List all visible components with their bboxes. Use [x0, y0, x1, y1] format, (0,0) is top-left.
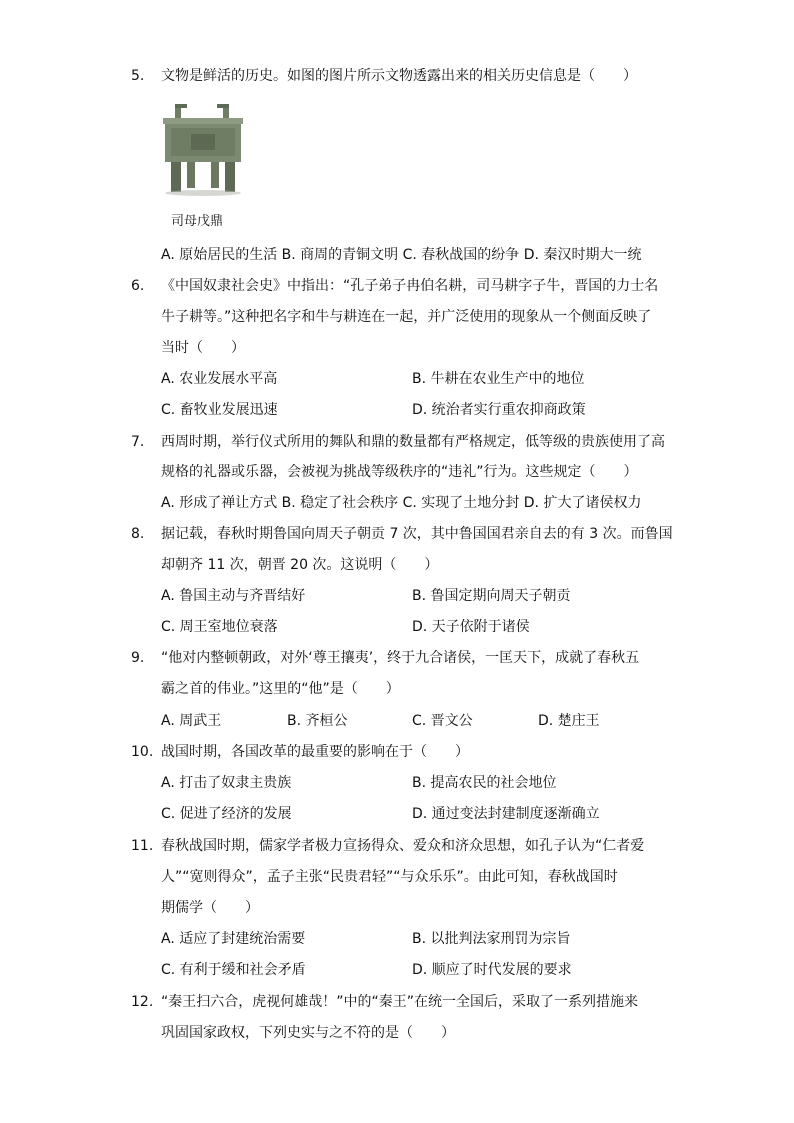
figure-caption: 司母戊鼎 — [171, 214, 224, 229]
option-b: B. 牛耕在农业生产中的地位 — [412, 371, 585, 387]
question-stem-line: 当时（ ） — [161, 340, 245, 356]
question-number: 5. — [131, 68, 145, 84]
option-a: A. 农业发展水平高 — [161, 371, 278, 387]
option-a: A. 鲁国主动与齐晋结好 — [161, 588, 306, 604]
bronze-ding-image — [161, 104, 243, 196]
question-stem-line: “他对内整顿朝政，对外‘尊王攘夷’，终于九合诸侯，一匡天下，成就了春秋五 — [161, 650, 640, 666]
question-stem-line: 西周时期，举行仪式所用的舞队和鼎的数量都有严格规定，低等级的贵族使用了高 — [161, 434, 665, 450]
question-stem-line: 规格的礼器或乐器，会被视为挑战等级秩序的“违礼”行为。这些规定（ ） — [161, 464, 638, 480]
options-line: A. 形成了禅让方式 B. 稳定了社会秩序 C. 实现了土地分封 D. 扩大了诸侯权力 — [161, 495, 642, 511]
question-stem-line: 霸之首的伟业。”这里的“他”是（ ） — [161, 681, 400, 697]
option-c: C. 畜牧业发展迅速 — [161, 402, 278, 418]
option-a: A. 适应了封建统治需要 — [161, 931, 306, 947]
question-stem-line: 期儒学（ ） — [161, 900, 259, 916]
option-b: B. 齐桓公 — [287, 713, 348, 729]
question-stem-line: “秦王扫六合，虎视何雄哉！”中的“秦王”在统一全国后，采取了一系列措施来 — [161, 994, 639, 1010]
option-c: C. 周王室地位衰落 — [161, 619, 278, 635]
option-b: B. 以批判法家刑罚为宗旨 — [412, 931, 571, 947]
question-stem-line: 《中国奴隶社会史》中指出：“孔子弟子冉伯名耕，司马耕字子牛，晋国的力士名 — [161, 278, 659, 294]
option-d: D. 天子依附于诸侯 — [412, 619, 530, 635]
question-number: 10. — [131, 744, 154, 760]
option-d: D. 统治者实行重农抑商政策 — [412, 402, 586, 418]
question-number: 11. — [131, 838, 154, 854]
option-c: C. 有利于缓和社会矛盾 — [161, 962, 306, 978]
option-c: C. 促进了经济的发展 — [161, 806, 292, 822]
question-stem-line: 巩固国家政权，下列史实与之不符的是（ ） — [161, 1025, 455, 1041]
question-stem-line: 人”“宽则得众”，孟子主张“民贵君轻”“与众乐乐”。由此可知，春秋战国时 — [161, 869, 618, 885]
option-c: C. 晋文公 — [412, 713, 473, 729]
question-number: 9. — [131, 650, 145, 666]
question-stem-line: 据记载，春秋时期鲁国向周天子朝贡 7 次，其中鲁国国君亲自去的有 3 次。而鲁国 — [161, 526, 673, 542]
question-number: 6. — [131, 278, 145, 294]
question-stem-line: 战国时期，各国改革的最重要的影响在于（ ） — [161, 744, 469, 760]
question-stem-line: 牛子耕等。”这种把名字和牛与耕连在一起，并广泛使用的现象从一个侧面反映了 — [161, 309, 652, 325]
question-stem-line: 春秋战国时期，儒家学者极力宣扬得众、爱众和济众思想，如孔子认为“仁者爱 — [161, 838, 645, 854]
question-stem-line: 却朝齐 11 次，朝晋 20 次。这说明（ ） — [161, 557, 439, 573]
question-number: 8. — [131, 526, 145, 542]
option-d: D. 通过变法封建制度逐渐确立 — [412, 806, 600, 822]
option-b: B. 提高农民的社会地位 — [412, 775, 557, 791]
option-b: B. 鲁国定期向周天子朝贡 — [412, 588, 571, 604]
option-d: D. 顺应了时代发展的要求 — [412, 962, 572, 978]
options-line: A. 原始居民的生活 B. 商周的青铜文明 C. 春秋战国的纷争 D. 秦汉时期大一统 — [161, 247, 642, 263]
question-number: 12. — [131, 994, 154, 1010]
option-d: D. 楚庄王 — [538, 713, 600, 729]
question-number: 7. — [131, 434, 145, 450]
option-a: A. 打击了奴隶主贵族 — [161, 775, 292, 791]
option-a: A. 周武王 — [161, 713, 222, 729]
question-stem-line: 文物是鲜活的历史。如图的图片所示文物透露出来的相关历史信息是（ ） — [161, 68, 637, 84]
